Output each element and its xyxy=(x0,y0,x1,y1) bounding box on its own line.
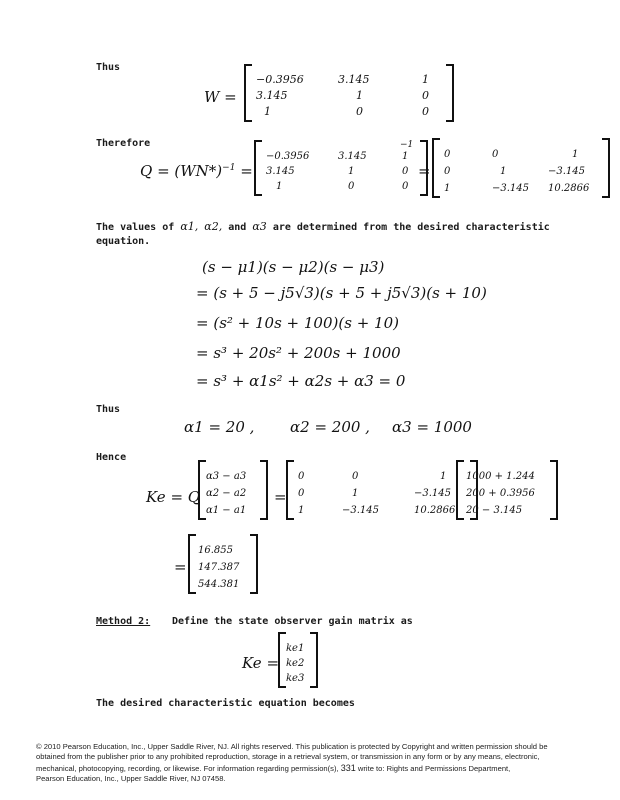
ke-diff-r2: 20 − 3.145 xyxy=(466,505,523,516)
char-eq-line-4: = s³ + 20s² + 200s + 1000 xyxy=(196,344,401,362)
and-word: and xyxy=(228,222,247,233)
ke-q-r0c1: 0 xyxy=(352,471,359,482)
w-r1c1: 1 xyxy=(356,89,363,102)
q-r-r1c0: 0 xyxy=(444,166,451,177)
q-l-r1c0: 3.145 xyxy=(266,166,295,177)
q-lhs xyxy=(140,162,253,180)
q-l-r2c0: 1 xyxy=(276,181,283,192)
q-l-r0c1: 3.145 xyxy=(338,151,367,162)
method-2-label: Method 2: xyxy=(96,616,151,627)
q-inverse-exp: −1 xyxy=(400,140,414,150)
w-r0c1: 3.145 xyxy=(338,73,370,86)
method-2-text: Define the state observer gain matrix as xyxy=(172,616,413,627)
ke-q-r0c0: 0 xyxy=(298,471,305,482)
closing-text: The desired characteristic equation becomes xyxy=(96,698,355,709)
ke-eq: = xyxy=(274,488,287,506)
q-lhs-text: Q = (WN*) xyxy=(140,162,223,180)
q-l-r0c2: 1 xyxy=(402,151,409,162)
alpha2-symbol: α2, xyxy=(204,220,223,233)
q-r-r2c1: −3.145 xyxy=(492,183,530,194)
ke-vec-r2: α1 − a1 xyxy=(206,505,247,516)
q-result-matrix xyxy=(432,138,610,198)
copyright-footer xyxy=(36,742,596,785)
w-r1c0: 3.145 xyxy=(256,89,288,102)
q-r-r1c2: −3.145 xyxy=(548,166,586,177)
footer-line-3a: mechanical, photocopying, recording, or likewise. For information regarding permission(s), xyxy=(36,763,339,773)
ke-diff-r1: 200 + 0.3956 xyxy=(466,488,535,499)
gain-vector xyxy=(278,632,318,688)
w-r1c2: 0 xyxy=(422,89,429,102)
q-eq2: = xyxy=(418,162,431,180)
alpha1-value: α1 = 20 , xyxy=(184,418,255,436)
alpha3-value: α3 = 1000 xyxy=(392,418,472,436)
alpha3-symbol: α3 xyxy=(252,220,267,233)
char-eq-line-2: = (s + 5 − j5√3)(s + 5 + j5√3)(s + 10) xyxy=(196,284,487,302)
q-r-r1c1: 1 xyxy=(500,166,507,177)
footer-line-2: obtained from the publisher prior to any prohibited reproduction, storage in a retrieval system, or transmission in any form or by any means, electronic, xyxy=(36,752,540,762)
page-number: 331 xyxy=(340,762,356,773)
w-r2c1: 0 xyxy=(356,105,363,118)
w-r2c0: 1 xyxy=(264,105,271,118)
gain-r1: ke2 xyxy=(286,658,305,669)
footer-line-1: © 2010 Pearson Education, Inc., Upper Saddle River, NJ. All rights reserved. This publication is protected by Copyright and written permission should be xyxy=(36,742,548,751)
ke-result-vector xyxy=(188,534,258,594)
hence-label: Hence xyxy=(96,452,127,463)
char-eq-line-1: (s − μ1)(s − μ2)(s − μ3) xyxy=(202,258,385,276)
w-lhs: W = xyxy=(204,88,237,106)
ke-result-eq: = xyxy=(174,558,187,576)
ke-q-matrix xyxy=(286,460,478,520)
q-r-r2c0: 1 xyxy=(444,183,451,194)
ke-diff-r0: 1000 + 1.244 xyxy=(466,471,535,482)
ke-vec-r0: α3 − a3 xyxy=(206,471,247,482)
values-text-1: The values of xyxy=(96,222,175,233)
ke-lhs: Ke = Q xyxy=(146,488,201,506)
values-text-3: equation. xyxy=(96,236,151,247)
footer-line-4: Pearson Education, Inc., Upper Saddle River, NJ 07458. xyxy=(36,774,226,784)
ke-alpha-diff-vector xyxy=(198,460,268,520)
q-l-r0c0: −0.3956 xyxy=(266,151,310,162)
footer-line-3 xyxy=(36,763,596,774)
gain-lhs: Ke = xyxy=(242,654,280,672)
char-eq-line-3: = (s² + 10s + 100)(s + 10) xyxy=(196,314,399,332)
ke-q-r2c2: 10.2866 xyxy=(414,505,456,516)
ke-result-r1: 147.387 xyxy=(198,562,240,573)
q-l-r2c1: 0 xyxy=(348,181,355,192)
w-r2c2: 0 xyxy=(422,105,429,118)
ke-diff-vector xyxy=(456,460,558,520)
q-r-r0c2: 1 xyxy=(572,149,579,160)
thus-label-2: Thus xyxy=(96,404,121,415)
values-text-2: are determined from the desired characteristic xyxy=(272,222,550,233)
therefore-label: Therefore xyxy=(96,138,151,149)
gain-r2: ke3 xyxy=(286,673,305,684)
thus-label: Thus xyxy=(96,62,121,73)
q-r-r2c2: 10.2866 xyxy=(548,183,590,194)
ke-q-r1c0: 0 xyxy=(298,488,305,499)
ke-result-r0: 16.855 xyxy=(198,545,233,556)
q-l-r1c1: 1 xyxy=(348,166,355,177)
values-paragraph xyxy=(96,220,596,249)
q-l-r2c2: 0 xyxy=(402,181,409,192)
q-eq: = xyxy=(240,162,253,180)
ke-q-r1c2: −3.145 xyxy=(414,488,452,499)
w-matrix xyxy=(244,64,454,122)
q-exp: −1 xyxy=(222,163,236,173)
q-r-r0c1: 0 xyxy=(492,149,499,160)
gain-r0: ke1 xyxy=(286,643,305,654)
ke-q-r2c1: −3.145 xyxy=(342,505,380,516)
alpha1-symbol: α1, xyxy=(180,220,199,233)
q-l-r1c2: 0 xyxy=(402,166,409,177)
ke-q-r1c1: 1 xyxy=(352,488,359,499)
q-r-r0c0: 0 xyxy=(444,149,451,160)
alpha2-value: α2 = 200 , xyxy=(290,418,370,436)
w-r0c0: −0.3956 xyxy=(256,73,304,86)
ke-result-r2: 544.381 xyxy=(198,579,240,590)
footer-line-3b: write to: Rights and Permissions Department, xyxy=(357,763,511,773)
char-eq-line-5: = s³ + α1s² + α2s + α3 = 0 xyxy=(196,372,406,390)
ke-vec-r1: α2 − a2 xyxy=(206,488,247,499)
w-r0c2: 1 xyxy=(422,73,429,86)
ke-q-r0c2: 1 xyxy=(440,471,447,482)
ke-q-r2c0: 1 xyxy=(298,505,305,516)
